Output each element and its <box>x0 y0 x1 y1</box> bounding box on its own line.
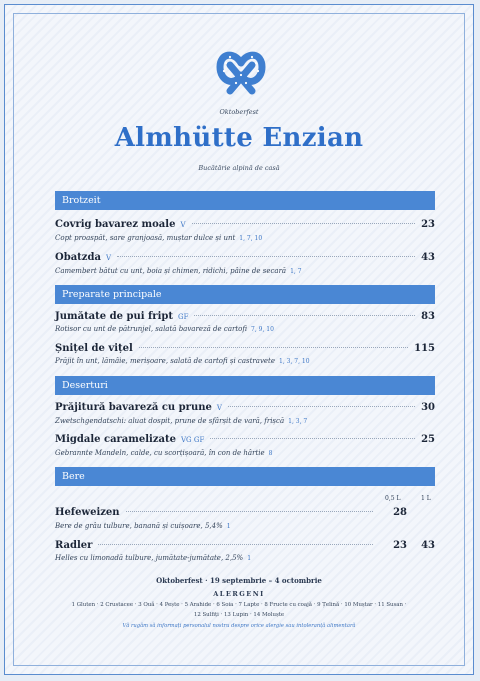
item-description: Prăjit în unt, lămâie, merișoare, salată de cartofi și castravete 1, 3, 7, 10 <box>55 357 310 365</box>
item-name: Șnițel de vițel <box>55 343 133 354</box>
allergen-codes: 8 <box>268 450 273 457</box>
allergen-codes: 1 <box>226 523 231 530</box>
menu-item <box>55 402 435 413</box>
festival-dates: Oktoberfest · 19 septembrie – 4 octombrie <box>156 576 322 585</box>
leader-dots <box>192 223 416 224</box>
item-price-half-litre: 28 <box>393 507 407 518</box>
allergen-heading: ALERGENI <box>213 590 265 598</box>
allergen-legend-line2: 12 Sulfiți · 13 Lupin · 14 Moluște <box>193 612 285 618</box>
section-bar-brotzeit: Brotzeit <box>55 191 435 210</box>
item-description: Rotisor cu unt de pătrunjel, salată bavareză de cartofi 7, 9, 10 <box>55 325 274 333</box>
section-bar-beer: Bere <box>55 467 435 486</box>
item-description: Gebrannte Mandeln, calde, cu scorțișoară, în con de hârtie 8 <box>55 449 273 457</box>
menu-page <box>4 4 474 675</box>
menu-item <box>55 343 435 354</box>
menu-item <box>55 540 435 551</box>
column-header-litre: 1 L <box>421 495 431 502</box>
menu-item <box>55 252 435 263</box>
menu-item <box>55 434 435 445</box>
item-name: Prăjitură bavareză cu prune <box>55 402 212 413</box>
item-description: Copt proaspăt, sare granjoasă, muștar dulce și unt 1, 7, 10 <box>55 234 263 242</box>
diet-tag: VG GF <box>180 436 205 444</box>
item-price: 115 <box>414 343 435 354</box>
allergen-codes: 7, 9, 10 <box>251 326 274 333</box>
section-bar-desserts: Deserturi <box>55 376 435 395</box>
item-description: Camembert bătut cu unt, boia și chimen, ridichi, pâine de secară 1, 7 <box>55 267 302 275</box>
allergen-codes: 1 <box>247 555 252 562</box>
diet-tag: V <box>105 254 112 262</box>
item-name: Jumătate de pui fript <box>55 311 173 322</box>
item-price-half-litre: 23 <box>393 540 407 551</box>
leader-dots <box>139 347 408 348</box>
page-subtitle: Bucătărie alpină de casă <box>198 164 280 172</box>
item-description: Bere de grâu tulbure, banană și cuișoare, 5,4% 1 <box>55 522 231 530</box>
leader-dots <box>126 511 373 512</box>
item-price: 83 <box>421 311 435 322</box>
diet-tag: GF <box>177 313 189 321</box>
item-description: Helles cu limonadă tulbure, jumătate-jumătate, 2,5% 1 <box>55 554 252 562</box>
leader-dots <box>117 256 415 257</box>
item-name: Covrig bavarez moale <box>55 219 176 230</box>
item-name: Hefeweizen <box>55 507 120 518</box>
item-price: 43 <box>421 252 435 263</box>
item-price: 30 <box>421 402 435 413</box>
menu-item <box>55 219 435 230</box>
column-header-half-litre: 0,5 L <box>385 495 401 502</box>
allergy-note: Vă rugăm să informați personalul nostru despre orice alergie sau intoleranță alimentară <box>122 623 356 629</box>
diet-tag: V <box>180 221 186 229</box>
pretzel-icon <box>214 45 268 99</box>
page-title: Almhütte Enzian <box>114 123 364 153</box>
leader-dots <box>194 315 415 316</box>
item-price: 23 <box>421 219 435 230</box>
allergen-codes: 1, 3, 7 <box>288 418 308 425</box>
menu-item <box>55 311 435 322</box>
item-price: 25 <box>421 434 435 445</box>
leader-dots <box>98 544 373 545</box>
allergen-codes: 1, 7 <box>290 268 302 275</box>
item-name: Obatzda <box>55 252 101 263</box>
item-description: Zwetschgendatschi: aluat dospit, prune de sfârșit de vară, frișcă 1, 3, 7 <box>55 417 308 425</box>
allergen-codes: 1, 3, 7, 10 <box>279 358 310 365</box>
leader-dots <box>210 438 415 439</box>
leader-dots <box>228 406 415 407</box>
section-bar-main-courses: Preparate principale <box>55 285 435 304</box>
item-name: Radler <box>55 540 93 551</box>
allergen-codes: 1, 7, 10 <box>239 235 263 242</box>
header-kicker: Oktoberfest <box>219 108 259 116</box>
diet-tag: V <box>216 404 222 412</box>
item-name: Migdale caramelizate <box>55 434 176 445</box>
menu-item <box>55 507 435 518</box>
item-price-litre: 43 <box>421 540 435 551</box>
allergen-legend-line1: 1 Gluten · 2 Crustacee · 3 Ouă · 4 Pește · 5 Arahide · 6 Soia · 7 Lapte · 8 Fructe cu coajă · 9 Țelină · 10 Muștar · 11 Susan · <box>71 602 407 608</box>
